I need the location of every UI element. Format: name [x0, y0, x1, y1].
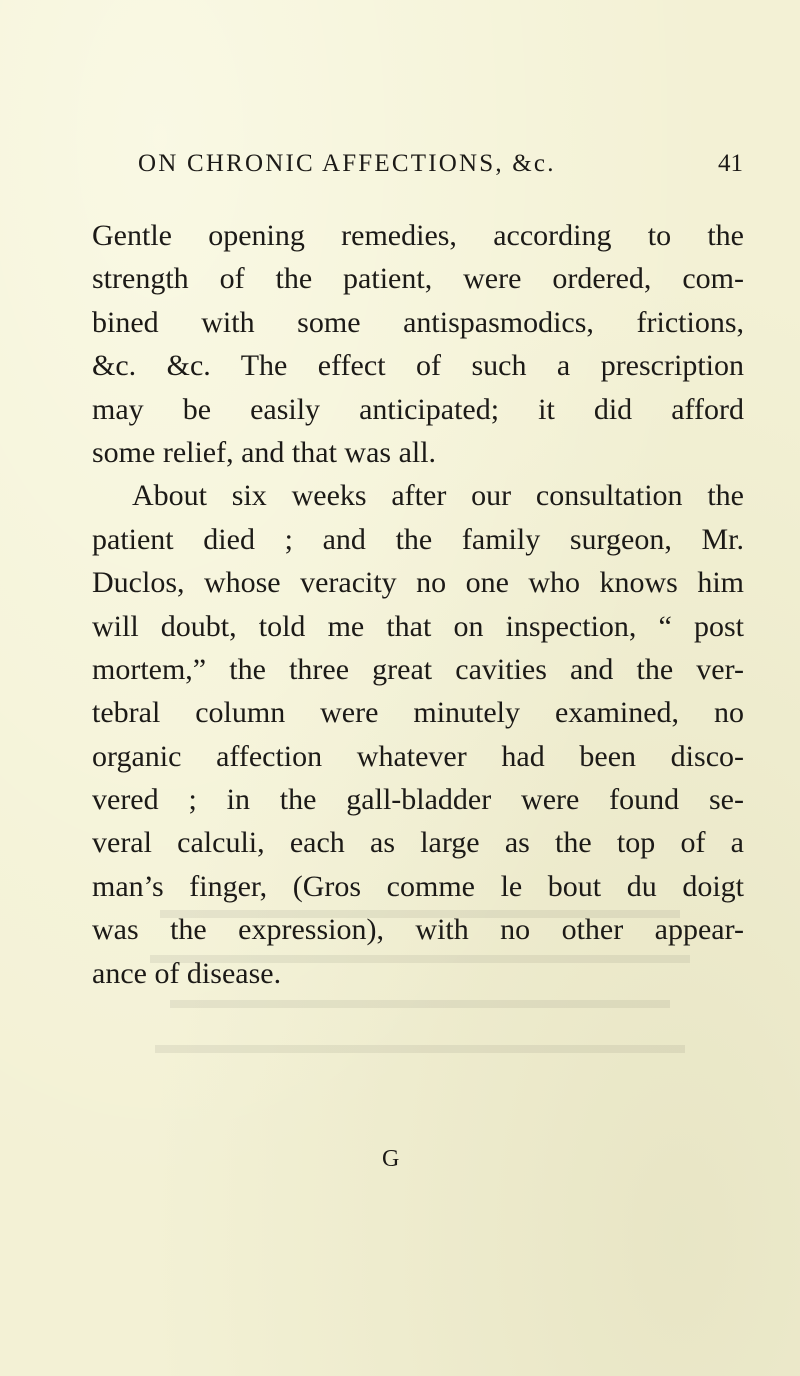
text-line: organic affection whatever had been disco-	[92, 739, 744, 773]
text-line: tebral column were minutely examined, no	[92, 696, 744, 730]
body-text	[92, 214, 744, 995]
text-line: ance of disease.	[92, 956, 282, 990]
paragraph-2	[92, 474, 744, 995]
text-line: strength of the patient, were ordered, com-	[92, 262, 744, 296]
text-line: mortem,” the three great cavities and the ver-	[92, 652, 744, 686]
running-head	[138, 150, 743, 190]
text-line: About six weeks after our consultation the	[132, 479, 744, 513]
text-line: may be easily anticipated; it did afford	[92, 392, 744, 426]
text-line: Duclos, whose veracity no one who knows him	[92, 566, 744, 600]
page-number: 41	[718, 150, 743, 177]
text-line: veral calculi, each as large as the top of a	[92, 826, 744, 860]
text-line: will doubt, told me that on inspection, “ post	[92, 609, 744, 643]
text-line: bined with some antispasmodics, frictions,	[92, 305, 744, 339]
text-line: vered ; in the gall-bladder were found se-	[92, 783, 744, 817]
text-line: man’s finger, (Gros comme le bout du doigt	[92, 869, 744, 903]
text-line: &c. &c. The effect of such a prescription	[92, 349, 744, 383]
text-line: patient died ; and the family surgeon, Mr.	[92, 522, 744, 556]
text-line: was the expression), with no other appear-	[92, 913, 744, 947]
paragraph-1	[92, 214, 744, 474]
text-line: Gentle opening remedies, according to the	[92, 219, 744, 252]
running-title: ON CHRONIC AFFECTIONS, &c.	[138, 150, 556, 177]
text-line: some relief, and that was all.	[92, 435, 437, 469]
signature-mark: G	[382, 1146, 400, 1172]
